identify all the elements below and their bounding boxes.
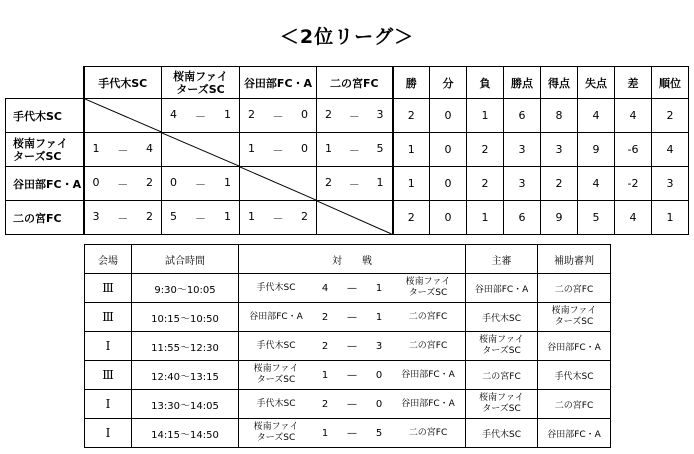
- col-header-line1: 桜南ファイ: [173, 69, 228, 83]
- away: 谷田部FC・A: [401, 398, 455, 409]
- home-score: 2: [321, 398, 329, 410]
- away-team: [397, 277, 459, 299]
- asst: 手代木SC: [554, 371, 594, 382]
- team-name-line1: 桜南ファイ: [13, 136, 68, 150]
- score-cell: [162, 99, 240, 133]
- venue-cell: Ⅰ: [85, 332, 132, 361]
- score-for: 3: [92, 209, 100, 223]
- venue-header: 会場: [85, 245, 132, 274]
- score-cell: [240, 99, 317, 133]
- score-dash: －: [195, 109, 206, 123]
- stat-cell: -2: [615, 167, 652, 201]
- away-score: 1: [375, 282, 383, 294]
- score-for: 2: [325, 175, 332, 189]
- col-header: 勝点: [504, 67, 541, 99]
- home-l1: 桜南ファイ: [253, 364, 299, 374]
- stat-cell: 3: [541, 133, 578, 167]
- stat-cell: 3: [652, 167, 689, 201]
- score-cell: [84, 167, 162, 201]
- home-l2: ターズSC: [256, 375, 296, 385]
- score-dash: －: [272, 211, 284, 225]
- team-name-line2: ターズSC: [13, 149, 62, 163]
- stat-cell: 4: [578, 99, 615, 133]
- diagonal-cell: [240, 167, 317, 201]
- home: 手代木SC: [256, 340, 296, 351]
- stat-cell: 1: [393, 167, 430, 201]
- match-cell: [239, 274, 466, 303]
- assistant-cell: [538, 419, 611, 448]
- home: 手代木SC: [256, 282, 296, 293]
- match-header: 対 戦: [239, 245, 466, 274]
- referee-cell: [466, 303, 538, 332]
- time-cell: 13:30〜14:05: [132, 390, 239, 419]
- col-header: 順位: [652, 67, 689, 99]
- home-l2: ターズSC: [256, 433, 296, 443]
- team-name: [6, 133, 84, 167]
- referee-cell: [466, 361, 538, 390]
- score-dash: －: [117, 177, 129, 191]
- stat-cell: 9: [541, 201, 578, 235]
- ref-l2: ターズSC: [482, 404, 521, 414]
- col-header: 谷田部FC・A: [240, 67, 317, 99]
- score-cell: [84, 133, 162, 167]
- ref: 二の宮FC: [482, 371, 521, 382]
- schedule-row: [85, 274, 611, 303]
- stat-cell: 2: [393, 99, 430, 133]
- time-cell: 11:55〜12:30: [132, 332, 239, 361]
- match-cell: [239, 303, 466, 332]
- away: 二の宮FC: [408, 311, 448, 322]
- stat-cell: -6: [615, 133, 652, 167]
- team-name: 谷田部FC・A: [6, 167, 84, 201]
- assistant-cell: [538, 332, 611, 361]
- score-dash: －: [195, 211, 206, 225]
- venue-cell: Ⅲ: [85, 303, 132, 332]
- stat-cell: 4: [578, 167, 615, 201]
- venue-cell: Ⅰ: [85, 390, 132, 419]
- col-header: 勝: [393, 67, 430, 99]
- stat-cell: 0: [430, 201, 467, 235]
- asst: 二の宮FC: [554, 400, 594, 411]
- assistant-cell: [538, 390, 611, 419]
- away-l2: ターズSC: [408, 288, 448, 298]
- assistant-header: 補助審判: [538, 245, 611, 274]
- score-against: 5: [376, 141, 384, 155]
- home-team: [245, 312, 307, 323]
- stat-cell: 1: [467, 99, 504, 133]
- diagonal-line: [240, 167, 316, 200]
- col-header: 差: [615, 67, 652, 99]
- referee-cell: [466, 274, 538, 303]
- diagonal-line: [162, 133, 239, 166]
- away-score: 5: [375, 427, 383, 439]
- home: 谷田部FC・A: [249, 311, 303, 322]
- stat-cell: 8: [541, 99, 578, 133]
- stat-cell: 1: [467, 201, 504, 235]
- venue-cell: Ⅲ: [85, 361, 132, 390]
- away-score: 0: [375, 398, 383, 410]
- diagonal-cell: [84, 99, 162, 133]
- home-score: 1: [321, 369, 329, 381]
- home-team: [245, 364, 307, 386]
- time-cell: 9:30〜10:05: [132, 274, 239, 303]
- team-name: 二の宮FC: [6, 201, 84, 235]
- away: 二の宮FC: [408, 340, 448, 351]
- score-cell: [317, 167, 393, 201]
- stat-cell: 3: [504, 167, 541, 201]
- diagonal-cell: [162, 133, 240, 167]
- score-dash: －: [195, 177, 206, 191]
- home-l1: 桜南ファイ: [253, 422, 299, 432]
- home-score: 2: [321, 340, 329, 352]
- away-team: [397, 428, 459, 439]
- league-row: [6, 167, 689, 201]
- home: 手代木SC: [256, 398, 296, 409]
- time-header: 試合時間: [132, 245, 239, 274]
- score-for: 1: [248, 141, 255, 155]
- referee-cell: [466, 390, 538, 419]
- score-dash: —: [347, 311, 357, 323]
- ref: 手代木SC: [482, 429, 521, 440]
- away-team: [397, 312, 459, 323]
- col-header: 負: [467, 67, 504, 99]
- score-dash: —: [347, 369, 357, 381]
- col-header: 失点: [578, 67, 615, 99]
- score-dash: —: [347, 282, 357, 294]
- score-dash: －: [272, 109, 284, 123]
- asst: 谷田部FC・A: [547, 429, 601, 440]
- schedule-header-row: [85, 245, 611, 274]
- score-cell: [317, 133, 393, 167]
- score-cell: [162, 201, 240, 235]
- score-cell: [162, 167, 240, 201]
- stat-cell: 9: [578, 133, 615, 167]
- score-dash: —: [347, 427, 357, 439]
- stat-cell: 4: [615, 201, 652, 235]
- referee-cell: [466, 419, 538, 448]
- score-for: 2: [325, 107, 332, 121]
- assistant-cell: [538, 274, 611, 303]
- stat-cell: 0: [430, 133, 467, 167]
- stat-cell: 2: [393, 201, 430, 235]
- score-against: 0: [301, 107, 308, 121]
- col-header: 二の宮FC: [317, 67, 393, 99]
- score-for: 4: [170, 107, 177, 121]
- score-dash: －: [272, 143, 284, 157]
- score-for: 0: [170, 175, 177, 189]
- col-header: 得点: [541, 67, 578, 99]
- match-cell: [239, 390, 466, 419]
- col-header-line2: ターズSC: [176, 82, 225, 96]
- league-row: [6, 133, 689, 167]
- score-against: 2: [146, 175, 153, 189]
- col-header: [162, 67, 240, 99]
- stat-cell: 2: [467, 133, 504, 167]
- score-cell: [84, 201, 162, 235]
- ref: 谷田部FC・A: [474, 284, 529, 295]
- schedule-row: [85, 303, 611, 332]
- score-for: 2: [248, 107, 255, 121]
- schedule-row: [85, 361, 611, 390]
- stat-cell: 2: [467, 167, 504, 201]
- ref-l1: 桜南ファイ: [479, 393, 524, 403]
- stat-cell: 0: [430, 99, 467, 133]
- score-against: 2: [301, 209, 308, 223]
- away-team: [397, 370, 459, 381]
- stat-cell: 3: [504, 133, 541, 167]
- away-l1: 桜南ファイ: [405, 277, 451, 287]
- stat-cell: 4: [615, 99, 652, 133]
- score-dash: —: [347, 340, 357, 352]
- home-team: [245, 341, 307, 352]
- asst-l2: ターズSC: [554, 317, 594, 327]
- assistant-cell: [538, 303, 611, 332]
- league-header-row: [6, 67, 689, 99]
- ref: 手代木SC: [482, 313, 521, 324]
- score-cell: [240, 133, 317, 167]
- score-against: 1: [224, 175, 231, 189]
- away-score: 0: [375, 369, 383, 381]
- ref-l2: ターズSC: [482, 346, 521, 356]
- stat-cell: 2: [541, 167, 578, 201]
- away-team: [397, 399, 459, 410]
- stat-cell: 6: [504, 99, 541, 133]
- diagonal-line: [85, 99, 162, 132]
- schedule-row: [85, 332, 611, 361]
- match-cell: [239, 361, 466, 390]
- stat-cell: 5: [578, 201, 615, 235]
- match-cell: [239, 419, 466, 448]
- score-for: 5: [170, 209, 177, 223]
- score-against: 0: [301, 141, 308, 155]
- home-score: 1: [321, 427, 329, 439]
- asst: 谷田部FC・A: [547, 342, 601, 353]
- score-dash: －: [117, 143, 129, 157]
- score-against: 1: [376, 175, 384, 189]
- col-header: 分: [430, 67, 467, 99]
- score-cell: [240, 201, 317, 235]
- score-dash: －: [348, 143, 360, 157]
- score-against: 1: [224, 107, 231, 121]
- stat-cell: 1: [393, 133, 430, 167]
- score-dash: —: [347, 398, 357, 410]
- col-header: 手代木SC: [84, 67, 162, 99]
- away-team: [397, 341, 459, 352]
- home-team: [245, 399, 307, 410]
- referee-cell: [466, 332, 538, 361]
- venue-cell: Ⅰ: [85, 419, 132, 448]
- away: 谷田部FC・A: [401, 369, 455, 380]
- home-score: 4: [321, 282, 329, 294]
- ref-l1: 桜南ファイ: [479, 335, 524, 345]
- score-cell: [317, 99, 393, 133]
- team-name: 手代木SC: [6, 99, 84, 133]
- stat-cell: 4: [652, 133, 689, 167]
- league-table: [5, 66, 689, 235]
- schedule-row: [85, 419, 611, 448]
- stat-cell: 1: [652, 201, 689, 235]
- score-dash: －: [348, 177, 360, 191]
- time-cell: 10:15〜10:50: [132, 303, 239, 332]
- diagonal-line: [317, 201, 392, 234]
- venue-cell: Ⅲ: [85, 274, 132, 303]
- away-score: 1: [375, 311, 383, 323]
- league-row: [6, 99, 689, 133]
- assistant-cell: [538, 361, 611, 390]
- asst: 二の宮FC: [554, 284, 594, 295]
- home-team: [245, 422, 307, 444]
- score-for: 1: [325, 141, 332, 155]
- match-cell: [239, 332, 466, 361]
- score-for: 1: [92, 141, 100, 155]
- corner-cell: [6, 67, 84, 99]
- league-row: [6, 201, 689, 235]
- away: 二の宮FC: [408, 427, 448, 438]
- referee-header: 主審: [466, 245, 538, 274]
- score-against: 2: [146, 209, 153, 223]
- time-cell: 12:40〜13:15: [132, 361, 239, 390]
- stat-cell: 0: [430, 167, 467, 201]
- score-for: 1: [248, 209, 255, 223]
- score-against: 3: [376, 107, 384, 121]
- diagonal-cell: [317, 201, 393, 235]
- schedule-row: [85, 390, 611, 419]
- away-score: 3: [375, 340, 383, 352]
- schedule-table: [84, 244, 611, 448]
- page-title: ＜2位リーグ＞: [279, 26, 415, 48]
- score-against: 1: [224, 209, 231, 223]
- asst-l1: 桜南ファイ: [551, 306, 597, 316]
- stat-cell: 2: [652, 99, 689, 133]
- score-dash: －: [348, 109, 360, 123]
- score-for: 0: [92, 175, 100, 189]
- time-cell: 14:15〜14:50: [132, 419, 239, 448]
- score-against: 4: [146, 141, 153, 155]
- score-dash: －: [117, 211, 129, 225]
- home-score: 2: [321, 311, 329, 323]
- home-team: [245, 283, 307, 294]
- stat-cell: 6: [504, 201, 541, 235]
